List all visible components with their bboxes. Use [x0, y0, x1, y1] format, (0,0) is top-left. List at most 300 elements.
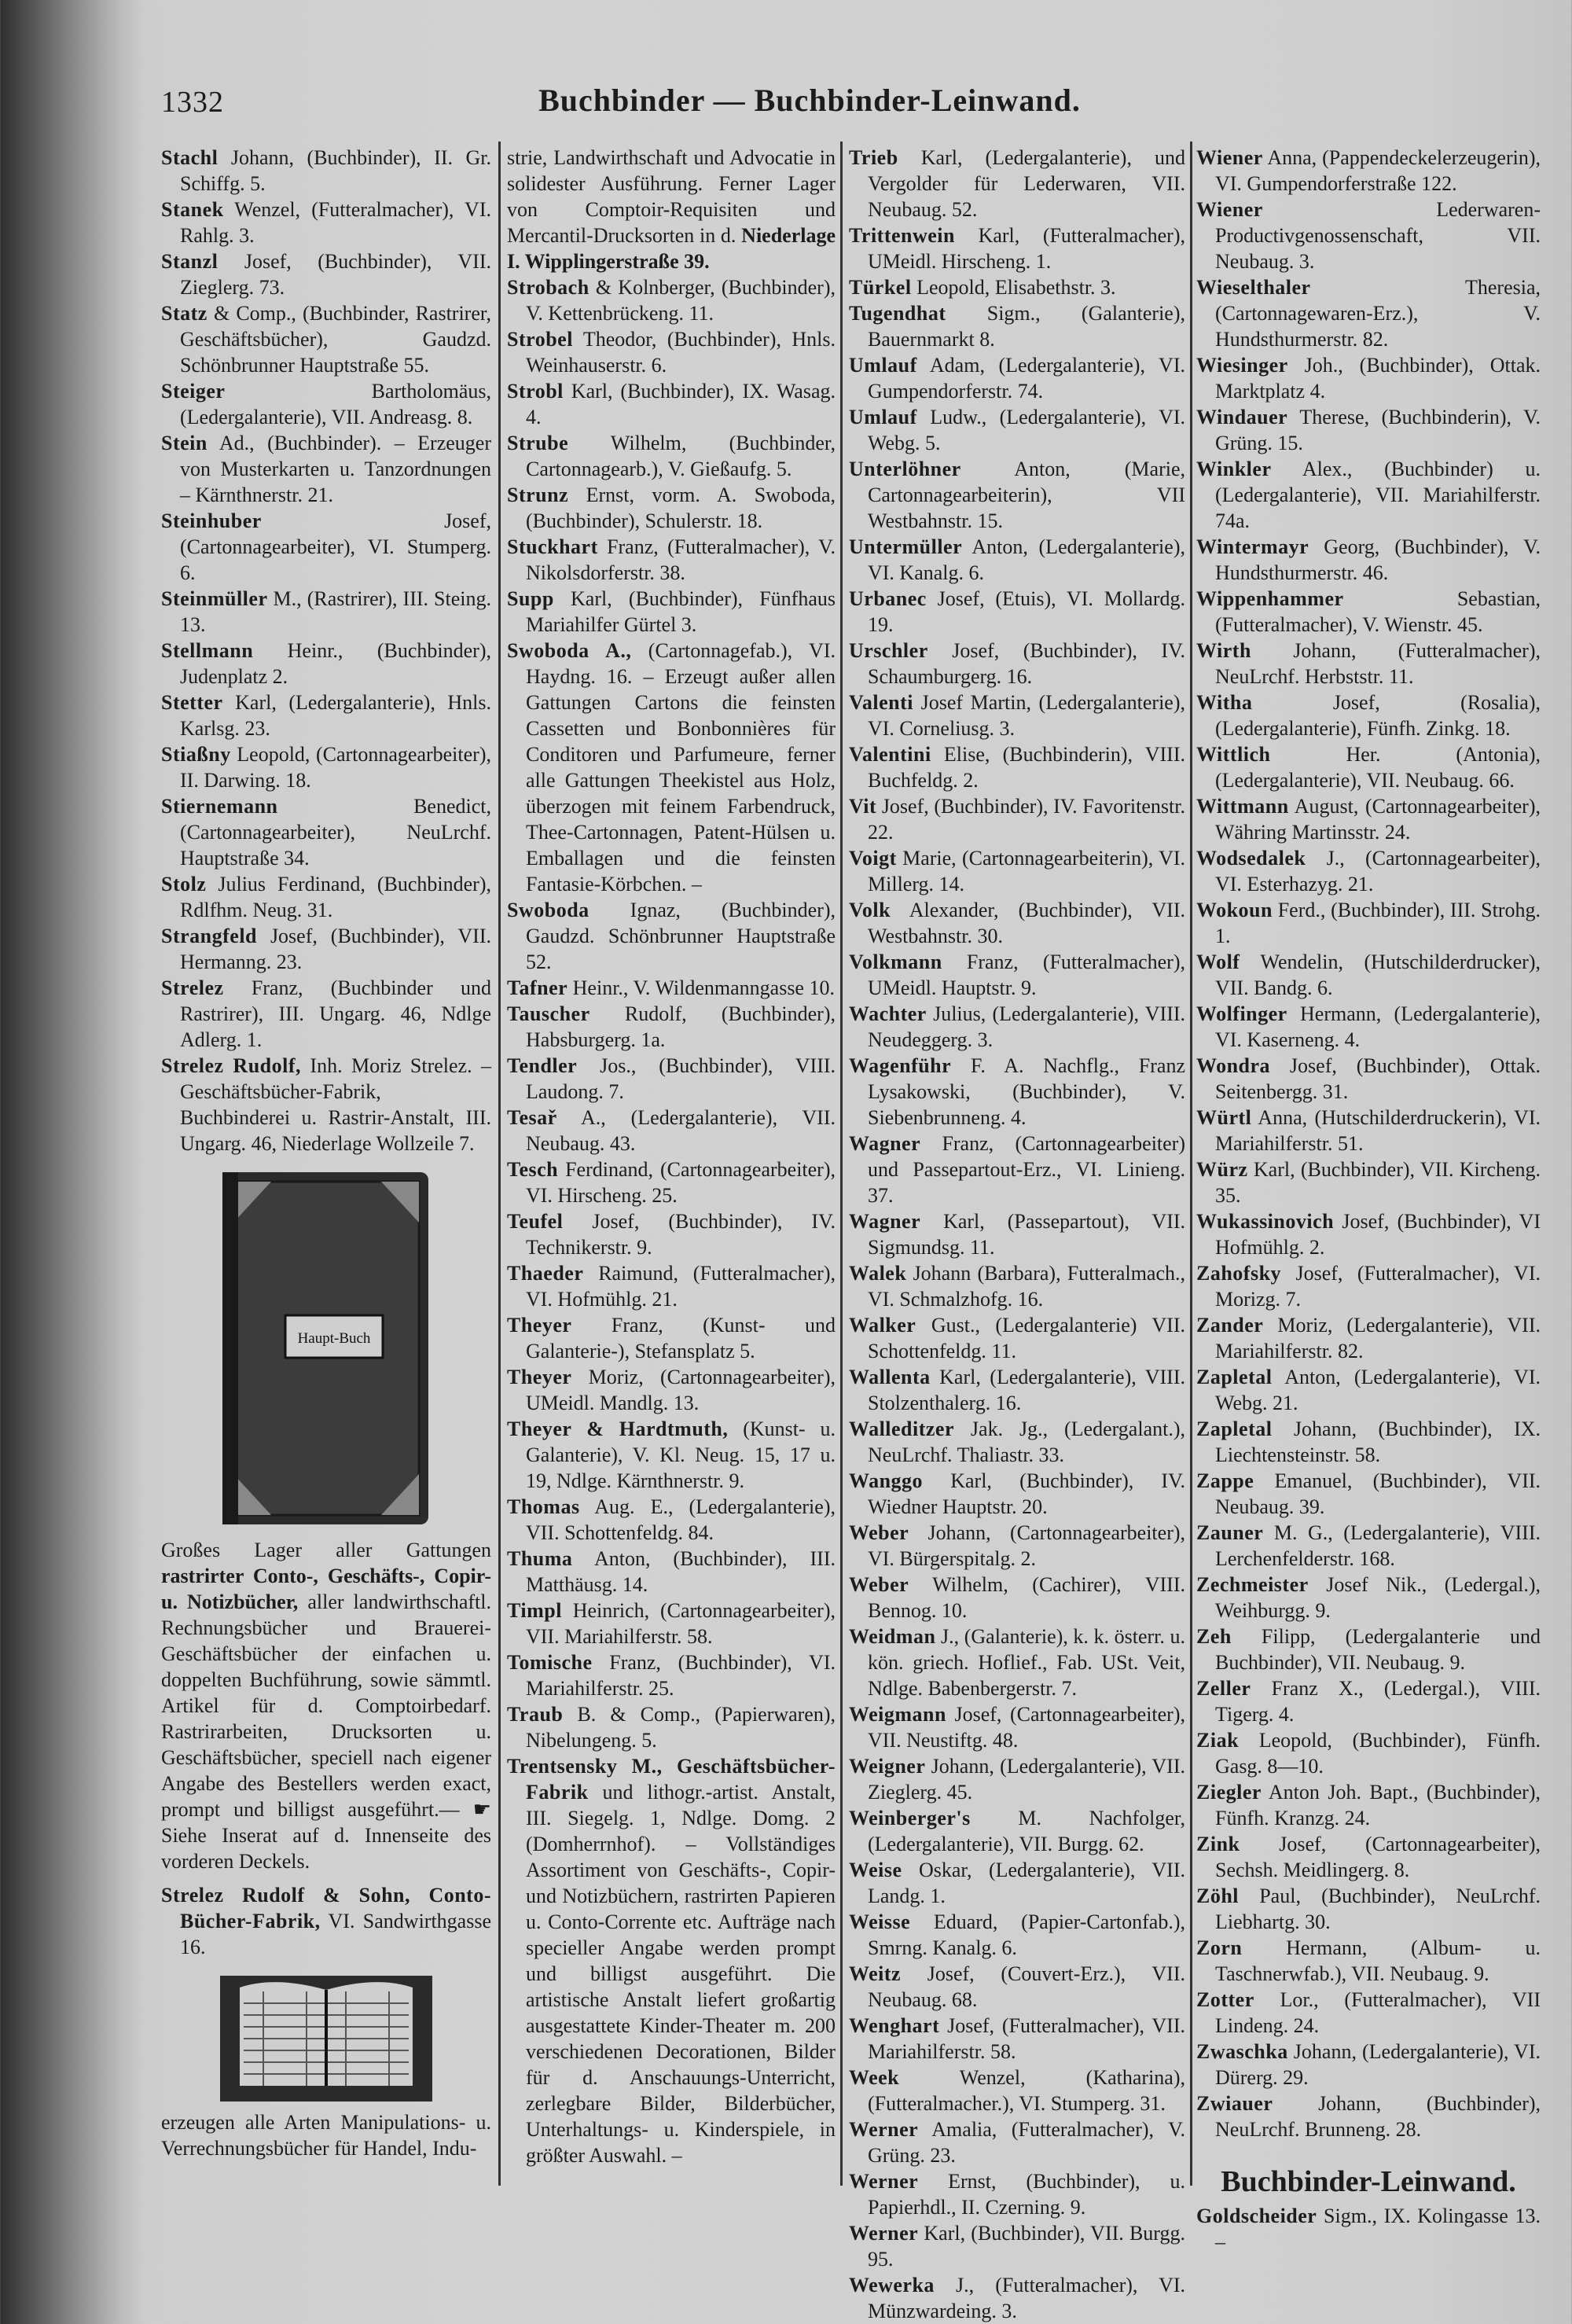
ad-lead: Großes Lager aller Gattungen: [161, 1539, 491, 1561]
directory-entry: [507, 1312, 836, 1364]
directory-entry: [1196, 1156, 1541, 1208]
directory-entry: [507, 1416, 836, 1494]
directory-entry: [161, 378, 491, 430]
entry-details: Johann, (Ledergalanterie), VI. Dürerg. 29.: [1215, 2040, 1541, 2089]
column-divider: [498, 142, 501, 2186]
directory-entry: [849, 352, 1185, 404]
entry-name: Weber: [849, 1521, 909, 1544]
entry-name: Tauscher: [507, 1002, 590, 1025]
entry-details: Anna, (Pappendeckelerzeugerin), VI. Gumpendorferstraße 122.: [1215, 146, 1541, 195]
entry-name: Voigt: [849, 847, 897, 870]
entry-name: Wiener: [1196, 198, 1263, 221]
directory-entry: [849, 1260, 1185, 1312]
entry-name: Valentini: [849, 743, 931, 766]
entry-name: Weigner: [849, 1755, 926, 1778]
directory-entry: [849, 1572, 1185, 1623]
directory-entry: [1196, 1623, 1541, 1675]
entry-name: Walleditzer: [849, 1418, 955, 1440]
directory-entry: [1196, 638, 1541, 689]
directory-entry: [1196, 1312, 1541, 1364]
entry-name: Weisse: [849, 1910, 911, 1933]
entry-name: Teufel: [507, 1210, 564, 1233]
directory-entry: [1196, 145, 1541, 197]
entry-name: Zeh: [1196, 1625, 1232, 1648]
directory-entry: [849, 2168, 1185, 2220]
entry-details: Wenzel, (Futteralmacher), VI. Rahlg. 3.: [180, 198, 491, 247]
entry-name: Strangfeld: [161, 925, 257, 947]
entry-name: Thomas: [507, 1495, 580, 1518]
entry-list: [507, 274, 836, 2168]
entry-name: Trentsensky M., Geschäftsbücher-Fabrik: [507, 1755, 836, 1804]
entry-details: Lederwaren-Productivgenossenschaft, VII. Neubaug. 3.: [1215, 198, 1541, 273]
entry-details: Karl, (Buchbinder), VII. Kircheng. 35.: [1215, 1158, 1541, 1207]
entry-details: Josef, (Buchbinder), VII. Zieglerg. 73.: [180, 250, 492, 299]
directory-entry: [1196, 741, 1541, 793]
entry-details: Heinrich, (Cartonnagearbeiter), VII. Mariahilferstr. 58.: [526, 1599, 836, 1648]
directory-entry: [161, 300, 491, 378]
entry-name: Zappe: [1196, 1469, 1254, 1492]
directory-entry: [1196, 1416, 1541, 1468]
entry-details: Anton, (Marie, Cartonnagearbeiterin), VII Westbahnstr. 15.: [868, 458, 1185, 532]
entry-name: Thuma: [507, 1547, 573, 1570]
entry-details: Josef, (Etuis), VI. Mollardg. 19.: [868, 587, 1185, 636]
directory-entry: [849, 1208, 1185, 1260]
entry-details: M., (Rastrirer), III. Steing. 13.: [180, 587, 491, 636]
entry-name: Goldscheider: [1196, 2204, 1317, 2227]
entry-details: M. G., (Ledergalanterie), VIII. Lerchenfelderstr. 168.: [1215, 1521, 1541, 1570]
entry-details: Karl, (Buchbinder), IX. Wasag. 4.: [526, 380, 836, 428]
entry-details: Joh., (Buchbinder), Ottak. Marktplatz 4.: [1215, 354, 1541, 403]
entry-details: M. Nachfolger, (Ledergalanterie), VII. Burgg. 62.: [868, 1807, 1185, 1855]
entry-details: F. A. Nachflg., Franz Lysakowski, (Buchbinder), V. Siebenbrunneng. 4.: [868, 1054, 1186, 1129]
directory-entry: [849, 1312, 1185, 1364]
entry-details: Elise, (Buchbinderin), VIII. Buchfeldg. 2.: [868, 743, 1185, 792]
directory-entry: [507, 975, 836, 1001]
directory-entry: [161, 1882, 491, 1960]
directory-entry: [849, 1701, 1185, 1753]
entry-details: Anton, (Ledergalanterie), VI. Webg. 21.: [1215, 1366, 1541, 1414]
entry-details: Gust., (Ledergalanterie) VII. Schottenfeldg. 11.: [868, 1314, 1185, 1362]
directory-entry: [849, 1623, 1185, 1701]
entry-details: Aug. E., (Ledergalanterie), VII. Schottenfeldg. 84.: [526, 1495, 836, 1544]
entry-name: Stanzl: [161, 250, 219, 273]
directory-entry: [1196, 1987, 1541, 2039]
entry-name: Stetter: [161, 691, 223, 714]
entry-name: Zwiauer: [1196, 2092, 1273, 2115]
entry-details: Leopold, (Buchbinder), Fünfh. Gasg. 8—10.: [1215, 1729, 1541, 1778]
entry-details: Bartholomäus, (Ledergalanterie), VII. Andreasg. 8.: [180, 380, 491, 428]
directory-entry: [507, 378, 836, 430]
directory-entry: [161, 741, 491, 793]
entry-list: [1196, 2203, 1541, 2255]
entry-name: Stanek: [161, 198, 224, 221]
directory-entry: [507, 274, 836, 326]
directory-entry: [1196, 845, 1541, 897]
entry-name: Valenti: [849, 691, 913, 714]
entry-name: Strunz: [507, 484, 569, 506]
column-2: [507, 145, 836, 2168]
entry-details: Wenzel, (Katharina), (Futteralmacher.), VI. Stumperg. 31.: [868, 2066, 1186, 2115]
entry-name: Wolf: [1196, 951, 1240, 973]
directory-entry: [849, 949, 1185, 1001]
entry-name: Tesch: [507, 1158, 559, 1181]
entry-name: Witha: [1196, 691, 1253, 714]
entry-details: Hermann, (Album- u. Taschnerwfab.), VII. Neubaug. 9.: [1215, 1936, 1541, 1985]
open-book-icon: [220, 1968, 432, 2102]
entry-details: Wilhelm, (Cachirer), VIII. Bennog. 10.: [868, 1573, 1185, 1622]
directory-entry: [849, 404, 1185, 456]
closed-book-icon: [216, 1168, 436, 1529]
entry-details: & Kolnberger, (Buchbinder), V. Kettenbrückeng. 11.: [526, 276, 836, 325]
entry-details: Karl, (Ledergalanterie), und Vergolder für Lederwaren, VII. Neubaug. 52.: [868, 146, 1186, 221]
entry-details: Paul, (Buchbinder), NeuLrchf. Liebhartg. 30.: [1215, 1885, 1541, 1933]
entry-details: Theresia, (Cartonnagewaren-Erz.), V. Hundsthurmerstr. 82.: [1215, 276, 1541, 351]
directory-entry: [1196, 1831, 1541, 1883]
entry-details: Lor., (Futteralmacher), VII Lindeng. 24.: [1215, 1988, 1541, 2037]
entry-name: Strobel: [507, 328, 573, 351]
entry-name: Wanggo: [849, 1469, 924, 1492]
entry-name: Volkmann: [849, 951, 942, 973]
directory-entry: [161, 248, 491, 300]
entry-details: Alex., (Buchbinder) u. (Ledergalanterie), VII. Mariahilferstr. 74a.: [1215, 458, 1541, 532]
entry-details: (Kunst- u. Galanterie), V. Kl. Neug. 15, 17 u. 19, Ndlge. Kärnthnerstr. 9.: [526, 1418, 836, 1492]
entry-name: Zwaschka: [1196, 2040, 1288, 2063]
entry-details: Moriz, (Ledergalanterie), VII. Mariahilferstr. 82.: [1215, 1314, 1541, 1362]
entry-details: Karl, (Buchbinder), IV. Wiedner Hauptstr. 20.: [868, 1469, 1185, 1518]
entry-name: Unterlöhner: [849, 458, 961, 480]
directory-entry: [1196, 2090, 1541, 2142]
entry-name: Wukassinovich: [1196, 1210, 1335, 1233]
haupt-buch-illustration: [161, 1168, 491, 1529]
directory-entry: [1196, 1105, 1541, 1156]
entry-details: B. & Comp., (Papierwaren), Nibelungeng. 5.: [526, 1703, 836, 1752]
directory-entry: [1196, 1260, 1541, 1312]
entry-details: Josef Nik., (Ledergal.), Weihburgg. 9.: [1215, 1573, 1541, 1622]
entry-details: Karl, (Ledergalanterie), VIII. Stolzenthalerg. 16.: [868, 1366, 1186, 1414]
entry-name: Zink: [1196, 1833, 1240, 1855]
entry-details: Eduard, (Papier-Cartonfab.), Smrng. Kanalg. 6.: [868, 1910, 1185, 1959]
entry-name: Steinhuber: [161, 509, 262, 532]
entry-name: Weigmann: [849, 1703, 946, 1726]
entry-details: & Comp., (Buchbinder, Rastrirer, Geschäftsbücher), Gaudzd. Schönbrunner Hauptstraße 55.: [180, 302, 491, 377]
entry-details: Josef, (Futteralmacher), VI. Morizg. 7.: [1215, 1262, 1541, 1311]
entry-name: Strelez: [161, 976, 224, 999]
entry-name: Weitz: [849, 1962, 902, 1985]
entry-details: Josef, (Cartonnagearbeiter), VI. Stumperg. 6.: [180, 509, 491, 584]
directory-entry: [1196, 1468, 1541, 1520]
directory-entry: [849, 897, 1185, 949]
entry-details: Amalia, (Futteralmacher), V. Grüng. 23.: [868, 2118, 1185, 2167]
entry-details: Karl, (Buchbinder), VII. Burgg. 95.: [868, 2222, 1185, 2271]
entry-details: Leopold, Elisabethstr. 3.: [916, 276, 1116, 299]
entry-details: Josef, (Couvert-Erz.), VII. Neubaug. 68.: [868, 1962, 1185, 2011]
entry-details: Wilhelm, (Buchbinder, Cartonnagearb.), V. Gießaufg. 5.: [526, 432, 836, 480]
entry-name: Tesař: [507, 1106, 557, 1129]
directory-entry: [849, 145, 1185, 222]
directory-entry: [849, 274, 1185, 300]
page-title: Buchbinder — Buchbinder-Leinwand.: [538, 83, 1081, 118]
entry-name: Walker: [849, 1314, 916, 1337]
entry-details: Josef, (Buchbinder), VI Hofmühlg. 2.: [1215, 1210, 1541, 1259]
entry-name: Tugendhat: [849, 302, 946, 325]
entry-details: Georg, (Buchbinder), V. Hundsthurmerstr. 46.: [1215, 535, 1541, 584]
directory-entry: [849, 456, 1185, 534]
directory-entry: [1196, 2203, 1541, 2255]
directory-entry: [849, 1001, 1185, 1053]
entry-name: Theyer: [507, 1366, 572, 1388]
entry-list: [1196, 145, 1541, 2142]
entry-name: Wiesinger: [1196, 354, 1288, 377]
directory-entry: [849, 2220, 1185, 2272]
entry-details: Anton, (Buchbinder), III. Matthäusg. 14.: [526, 1547, 836, 1596]
ad-rest: aller landwirthschaftl. Rechnungsbücher und Brauerei-Geschäftsbücher der einfachen u. doppelten Buchführung, sowie sämmtl. Artikel für d. Comptoirbedarf. Rastrirarbeiten, Drucksorten u. Geschäftsbücher, speciell nach eigener Angabe des Bestellers werden exact, prompt und billigst ausgeführt.— ☛ Siehe Inserat auf d. Innenseite des vorderen Deckels.: [161, 1590, 492, 1873]
ad-bold: rastrirter Conto-, Geschäfts-, Copir- u. Notizbücher,: [161, 1565, 491, 1613]
entry-details: Johann, (Buchbinder), NeuLrchf. Brunneng. 28.: [1215, 2092, 1541, 2141]
entry-name: Statz: [161, 302, 208, 325]
intro-text: strie, Landwirthschaft und Advocatie in solidester Ausführung. Ferner Lager von Comptoir-Requisiten und Mercantil-Drucksorten in d.: [507, 146, 836, 247]
entry-details: Her. (Antonia), (Ledergalanterie), VII. Neubaug. 66.: [1215, 743, 1541, 792]
entry-name: Walek: [849, 1262, 907, 1285]
entry-details: Franz, (Buchbinder), VI. Mariahilferstr. 25.: [526, 1651, 836, 1700]
entry-list: [161, 145, 491, 1156]
entry-name: Zapletal: [1196, 1366, 1273, 1388]
entry-details: Franz X., (Ledergal.), VIII. Tigerg. 4.: [1215, 1677, 1541, 1726]
directory-entry: [1196, 949, 1541, 1001]
entry-name: Wirth: [1196, 639, 1251, 662]
entry-details: Anna, (Hutschilderdruckerin), VI. Mariahilferstr. 51.: [1215, 1106, 1541, 1155]
directory-entry: [507, 1701, 836, 1753]
entry-details: Oskar, (Ledergalanterie), VII. Landg. 1.: [868, 1859, 1185, 1907]
entry-name: Werner: [849, 2222, 919, 2245]
column-3: [849, 145, 1185, 2324]
directory-entry: [849, 1753, 1185, 1805]
intro-bold: Niederlage I. Wipplingerstraße 39.: [507, 224, 836, 273]
directory-entry: [849, 793, 1185, 845]
directory-entry: [849, 1416, 1185, 1468]
directory-entry: [507, 326, 836, 378]
directory-entry: [1196, 586, 1541, 638]
directory-entry: [849, 638, 1185, 689]
entry-name: Stiaßny: [161, 743, 231, 766]
directory-entry: [1196, 1364, 1541, 1416]
page-number: 1332: [161, 86, 224, 119]
directory-entry: [1196, 793, 1541, 845]
directory-entry: [507, 1753, 836, 2168]
entry-name: Wagenführ: [849, 1054, 952, 1077]
entry-details: Benedict, (Cartonnagearbeiter), NeuLrchf. Hauptstraße 34.: [180, 795, 491, 870]
entry-name: Week: [849, 2066, 900, 2089]
entry-name: Windauer: [1196, 406, 1288, 428]
directory-entry: [1196, 1572, 1541, 1623]
directory-entry: [161, 975, 491, 1053]
entry-details: Sebastian, (Futteralmacher), V. Wienstr. 45.: [1215, 587, 1541, 636]
entry-details: und lithogr.-artist. Anstalt, III. Siegelg. 1, Ndlge. Domg. 2 (Domherrnhof). – Vollständiges Assortiment von Geschäfts-, Copir- und Notizbüchern, rastrirten Papieren u. Conto-Corrente etc. Aufträge nach specieller Angabe werden prompt und billigst ausgeführt. Die artistische Anstalt liefert großartig ausgestattete Kinder-Theater m. 200 verschiedenen Decorationen, Bilder für d. Anschauungs-Unterricht, zerlegbare Bilder, Bilderbücher, Unterhaltungs- u. Kinderspiele, in größter Auswahl. –: [526, 1781, 836, 2167]
entry-details: Johann, (Buchbinder), IX. Liechtensteinstr. 58.: [1215, 1418, 1541, 1466]
directory-entry: [849, 1053, 1185, 1131]
entry-name: Stolz: [161, 873, 207, 895]
directory-entry: [161, 197, 491, 248]
entry-details: Franz, (Futteralmacher), V. Nikolsdorferstr. 38.: [526, 535, 836, 584]
directory-entry: [849, 534, 1185, 586]
entry-name: Thaeder: [507, 1262, 584, 1285]
directory-entry: [507, 482, 836, 534]
directory-entry: [507, 1364, 836, 1416]
directory-entry: [507, 1260, 836, 1312]
directory-entry: [161, 793, 491, 871]
entry-details: Filipp, (Ledergalanterie und Buchbinder), VII. Neubaug. 9.: [1215, 1625, 1541, 1674]
entry-name: Timpl: [507, 1599, 562, 1622]
entry-details: J., (Cartonnagearbeiter), VI. Esterhazyg. 21.: [1215, 847, 1541, 895]
entry-name: Werner: [849, 2170, 919, 2193]
entry-details: Alexander, (Buchbinder), VII. Westbahnstr. 30.: [868, 899, 1185, 947]
entry-name: Zotter: [1196, 1988, 1254, 2011]
entry-details: Heinr., (Buchbinder), Judenplatz 2.: [180, 639, 492, 688]
entry-details: Josef Martin, (Ledergalanterie), VI. Corneliusg. 3.: [868, 691, 1186, 740]
entry-name: Strobach: [507, 276, 590, 299]
entry-details: Wendelin, (Hutschilderdrucker), VII. Bandg. 6.: [1215, 951, 1541, 999]
directory-entry: [1196, 1935, 1541, 1987]
entry-name: Strobl: [507, 380, 564, 403]
entry-details: Karl, (Futteralmacher), UMeidl. Hirscheng. 1.: [868, 224, 1186, 273]
advertisement-closing: erzeugen alle Arten Manipulations- u. Verrechnungsbücher für Handel, Indu-: [161, 2111, 491, 2160]
entry-details: Heinr., V. Wildenmanngasse 10.: [572, 976, 835, 999]
entry-details: Jak. Jg., (Ledergalant.), NeuLrchf. Thaliastr. 33.: [868, 1418, 1185, 1466]
entry-details: Julius, (Ledergalanterie), VIII. Neudeggerg. 3.: [868, 1002, 1186, 1051]
entry-details: Adam, (Ledergalanterie), VI. Gumpendorferstr. 74.: [868, 354, 1185, 403]
entry-details: Ignaz, (Buchbinder), Gaudzd. Schönbrunner Hauptstraße 52.: [526, 899, 836, 973]
directory-entry: [507, 1546, 836, 1598]
entry-details: Josef, (Buchbinder), VII. Hermanng. 23.: [180, 925, 491, 973]
entry-name: Weber: [849, 1573, 909, 1596]
entry-details: Anton Joh. Bapt., (Buchbinder), Fünfh. Kranzg. 24.: [1215, 1781, 1541, 1829]
entry-name: Vit: [849, 795, 877, 818]
entry-details: J., (Galanterie), k. k. österr. u. kön. griech. Hoflief., Fab. USt. Veit, Ndlge. Babenbergerstr. 7.: [868, 1625, 1186, 1700]
book-label: Haupt-Buch: [297, 1330, 371, 1347]
entry-name: Wittlich: [1196, 743, 1271, 766]
entry-name: Tafner: [507, 976, 568, 999]
entry-name: Wieselthaler: [1196, 276, 1311, 299]
entry-details: (Cartonnagefab.), VI. Haydng. 16. – Erzeugt außer allen Gattungen Cartons die feinsten Cassetten und Bonbonnières für Conditoren und Parfumeure, ferner alle Gattungen Theekistel aus Holz, überzogen mit feinem Farbendruck, Thee-Cartonnagen, Patent-Hülsen u. Emballagen und die feinsten Fantasie-Körbchen. –: [526, 639, 836, 895]
entry-name: Wallenta: [849, 1366, 931, 1388]
directory-entry: [161, 923, 491, 975]
directory-entry: [507, 1598, 836, 1649]
entry-name: Werner: [849, 2118, 919, 2141]
entry-name: Stein: [161, 432, 208, 454]
entry-details: Josef, (Cartonnagearbeiter), VII. Neustiftg. 48.: [868, 1703, 1185, 1752]
entry-name: Wagner: [849, 1210, 921, 1233]
directory-entry: [849, 1364, 1185, 1416]
directory-entry: [507, 1105, 836, 1156]
directory-entry: [849, 1857, 1185, 1909]
directory-entry: [507, 534, 836, 586]
entry-details: A., (Ledergalanterie), VII. Neubaug. 43.: [526, 1106, 836, 1155]
entry-name: Zöhl: [1196, 1885, 1240, 1907]
entry-details: Rudolf, (Buchbinder), Habsburgerg. 1a.: [526, 1002, 836, 1051]
entry-details: Anton, (Ledergalanterie), VI. Kanalg. 6.: [868, 535, 1185, 584]
entry-name: Wondra: [1196, 1054, 1271, 1077]
directory-entry: [161, 638, 491, 689]
entry-name: Steinmüller: [161, 587, 268, 610]
entry-name: Winkler: [1196, 458, 1272, 480]
entry-name: Stellmann: [161, 639, 254, 662]
entry-name: Tomische: [507, 1651, 593, 1674]
directory-entry: [161, 430, 491, 508]
directory-entry: [849, 300, 1185, 352]
entry-details: Sigm., (Galanterie), Bauernmarkt 8.: [868, 302, 1185, 351]
directory-entry: [849, 586, 1185, 638]
entry-details: Moriz, (Cartonnagearbeiter), UMeidl. Mandlg. 13.: [526, 1366, 836, 1414]
directory-entry: [1196, 1727, 1541, 1779]
directory-entry: [507, 1156, 836, 1208]
directory-entry: [161, 1053, 491, 1156]
entry-name: Wittmann: [1196, 795, 1289, 818]
entry-details: Raimund, (Futteralmacher), VI. Hofmühlg. 21.: [526, 1262, 836, 1311]
directory-entry: [1196, 2039, 1541, 2090]
entry-name: Swoboda: [507, 899, 590, 921]
entry-name: Wachter: [849, 1002, 927, 1025]
entry-name: Tendler: [507, 1054, 578, 1077]
entry-name: Volk: [849, 899, 891, 921]
entry-details: J., (Futteralmacher), VI. Münzwardeing. 3.: [868, 2274, 1185, 2322]
entry-name: Wolfinger: [1196, 1002, 1287, 1025]
entry-details: Karl, (Buchbinder), Fünfhaus Mariahilfer Gürtel 3.: [526, 587, 836, 636]
directory-entry: [507, 1053, 836, 1105]
entry-details: Ludw., (Ledergalanterie), VI. Webg. 5.: [868, 406, 1186, 454]
directory-entry: [1196, 404, 1541, 456]
directory-entry: [1196, 1520, 1541, 1572]
entry-details: Marie, (Cartonnagearbeiterin), VI. Millerg. 14.: [868, 847, 1186, 895]
directory-entry: [507, 638, 836, 897]
entry-name: Weinberger's: [849, 1807, 971, 1829]
entry-name: Steiger: [161, 380, 226, 403]
entry-details: Ferd., (Buchbinder), III. Strohg. 1.: [1215, 899, 1541, 947]
entry-name: Supp: [507, 587, 554, 610]
entry-name: Wiener: [1196, 146, 1263, 169]
directory-entry: [849, 2065, 1185, 2116]
directory-entry: [849, 1961, 1185, 2013]
directory-entry: [849, 741, 1185, 793]
directory-entry: [1196, 689, 1541, 741]
directory-entry: [507, 1208, 836, 1260]
entry-name: Stachl: [161, 146, 219, 169]
entry-name: Umlauf: [849, 354, 917, 377]
entry-details: Inh. Moriz Strelez. – Geschäftsbücher-Fabrik, Buchbinderei u. Rastrir-Anstalt, III. Ungarg. 46, Niederlage Wollzeile 7.: [180, 1054, 491, 1155]
entry-details: Johann, (Ledergalanterie), VII. Zieglerg. 45.: [868, 1755, 1185, 1804]
entry-details: Franz, (Buchbinder und Rastrirer), III. Ungarg. 46, Ndlge Adlerg. 1.: [180, 976, 491, 1051]
directory-entry: [849, 2116, 1185, 2168]
entry-details: Franz, (Kunst- und Galanterie-), Stefansplatz 5.: [526, 1314, 836, 1362]
entry-name: Weidman: [849, 1625, 936, 1648]
entry-details: Josef, (Buchbinder), Ottak. Seitenbergg. 31.: [1215, 1054, 1541, 1103]
directory-entry: [849, 2272, 1185, 2324]
entry-name: Theyer & Hardtmuth,: [507, 1418, 729, 1440]
directory-entry: [1196, 1001, 1541, 1053]
directory-entry: [507, 430, 836, 482]
entry-details: Ernst, vorm. A. Swoboda, (Buchbinder), Schulerstr. 18.: [526, 484, 836, 532]
directory-entry: [849, 1131, 1185, 1208]
directory-entry: [1196, 197, 1541, 274]
entry-name: Wenghart: [849, 2014, 940, 2037]
entry-name: Traub: [507, 1703, 564, 1726]
entry-details: Johann, (Futteralmacher), NeuLrchf. Herbststr. 11.: [1215, 639, 1541, 688]
entry-name: Trieb: [849, 146, 898, 169]
entry-name: Trittenwein: [849, 224, 955, 247]
entry-name: Theyer: [507, 1314, 572, 1337]
directory-entry: [849, 2013, 1185, 2065]
entry-details: Julius Ferdinand, (Buchbinder), Rdlfhm. Neug. 31.: [180, 873, 492, 921]
section-heading: Buchbinder-Leinwand.: [1221, 2165, 1516, 2198]
directory-entry: [849, 689, 1185, 741]
